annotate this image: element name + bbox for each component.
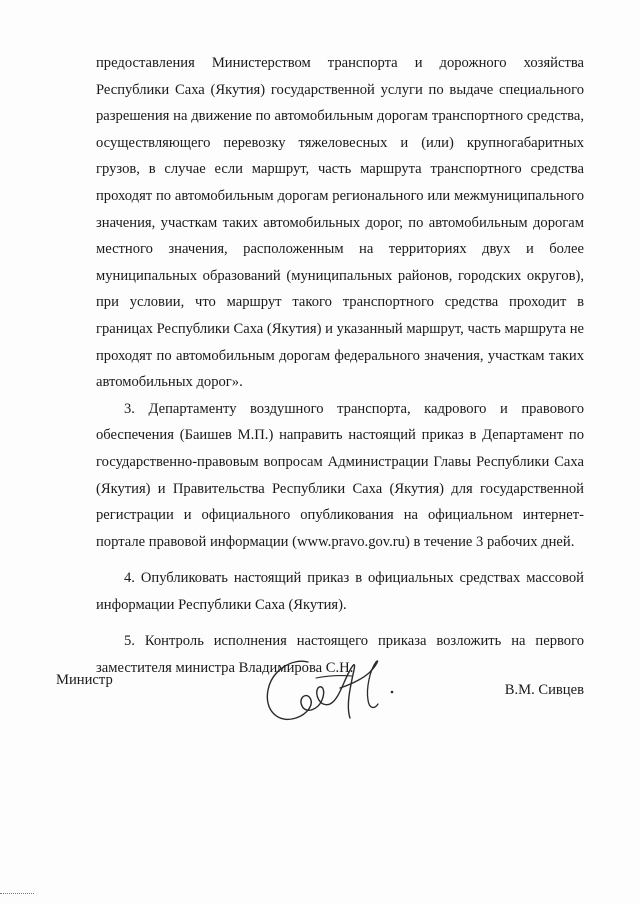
paragraph-item-4: 4. Опубликовать настоящий приказ в официальных средствах массовой информации Республики Саха (Якутия). [96, 570, 584, 613]
footer-dotted-rule [0, 893, 34, 894]
signatory-title: Министр [56, 672, 113, 688]
signatory-name: В.М. Сивцев [504, 682, 584, 698]
paragraph-continuation: предоставления Министерством транспорта и дорожного хозяйства Республики Саха (Якутия) государственной услуги по выдаче специального разрешения на движение по автомобильным дорогам транспортного средства, осуществляющего перевозку тяжеловесных и (или) крупногабаритных грузов, в случае если маршрут, часть маршрута транспортного средства проходят по автомобильным дорогам регионального или межмуниципального значения, участкам таких автомобильных дорог, по автомобильным дорогам местного значения, расположенным на территориях двух и более муниципальных образований (муниципальных районов, городских округов), при условии, что маршрут такого транспортного средства проходит в границах Республики Саха (Якутия) и указанный маршрут, часть маршрута не проходят по автомобильным дорогам федерального значения, участкам таких автомобильных дорог». [96, 55, 584, 391]
paragraph-item-3: 3. Департаменту воздушного транспорта, кадрового и правового обеспечения (Баишев М.П.) направить настоящий приказ в Департамент по государственно-правовым вопросам Администрации Главы Республики Саха (Якутия) и Правительства Республики Саха (Якутия) для государственной регистрации и официального опубликования на официальном интернет-портале правовой информации (www.pravo.gov.ru) в течение 3 рабочих дней. [96, 400, 584, 550]
signature-block [56, 648, 584, 738]
document-body [96, 50, 584, 682]
handwritten-signature [256, 648, 406, 738]
paragraph-item-5: 5. Контроль исполнения настоящего приказа возложить на первого заместителя министра Владимирова С.Н. [96, 633, 584, 677]
